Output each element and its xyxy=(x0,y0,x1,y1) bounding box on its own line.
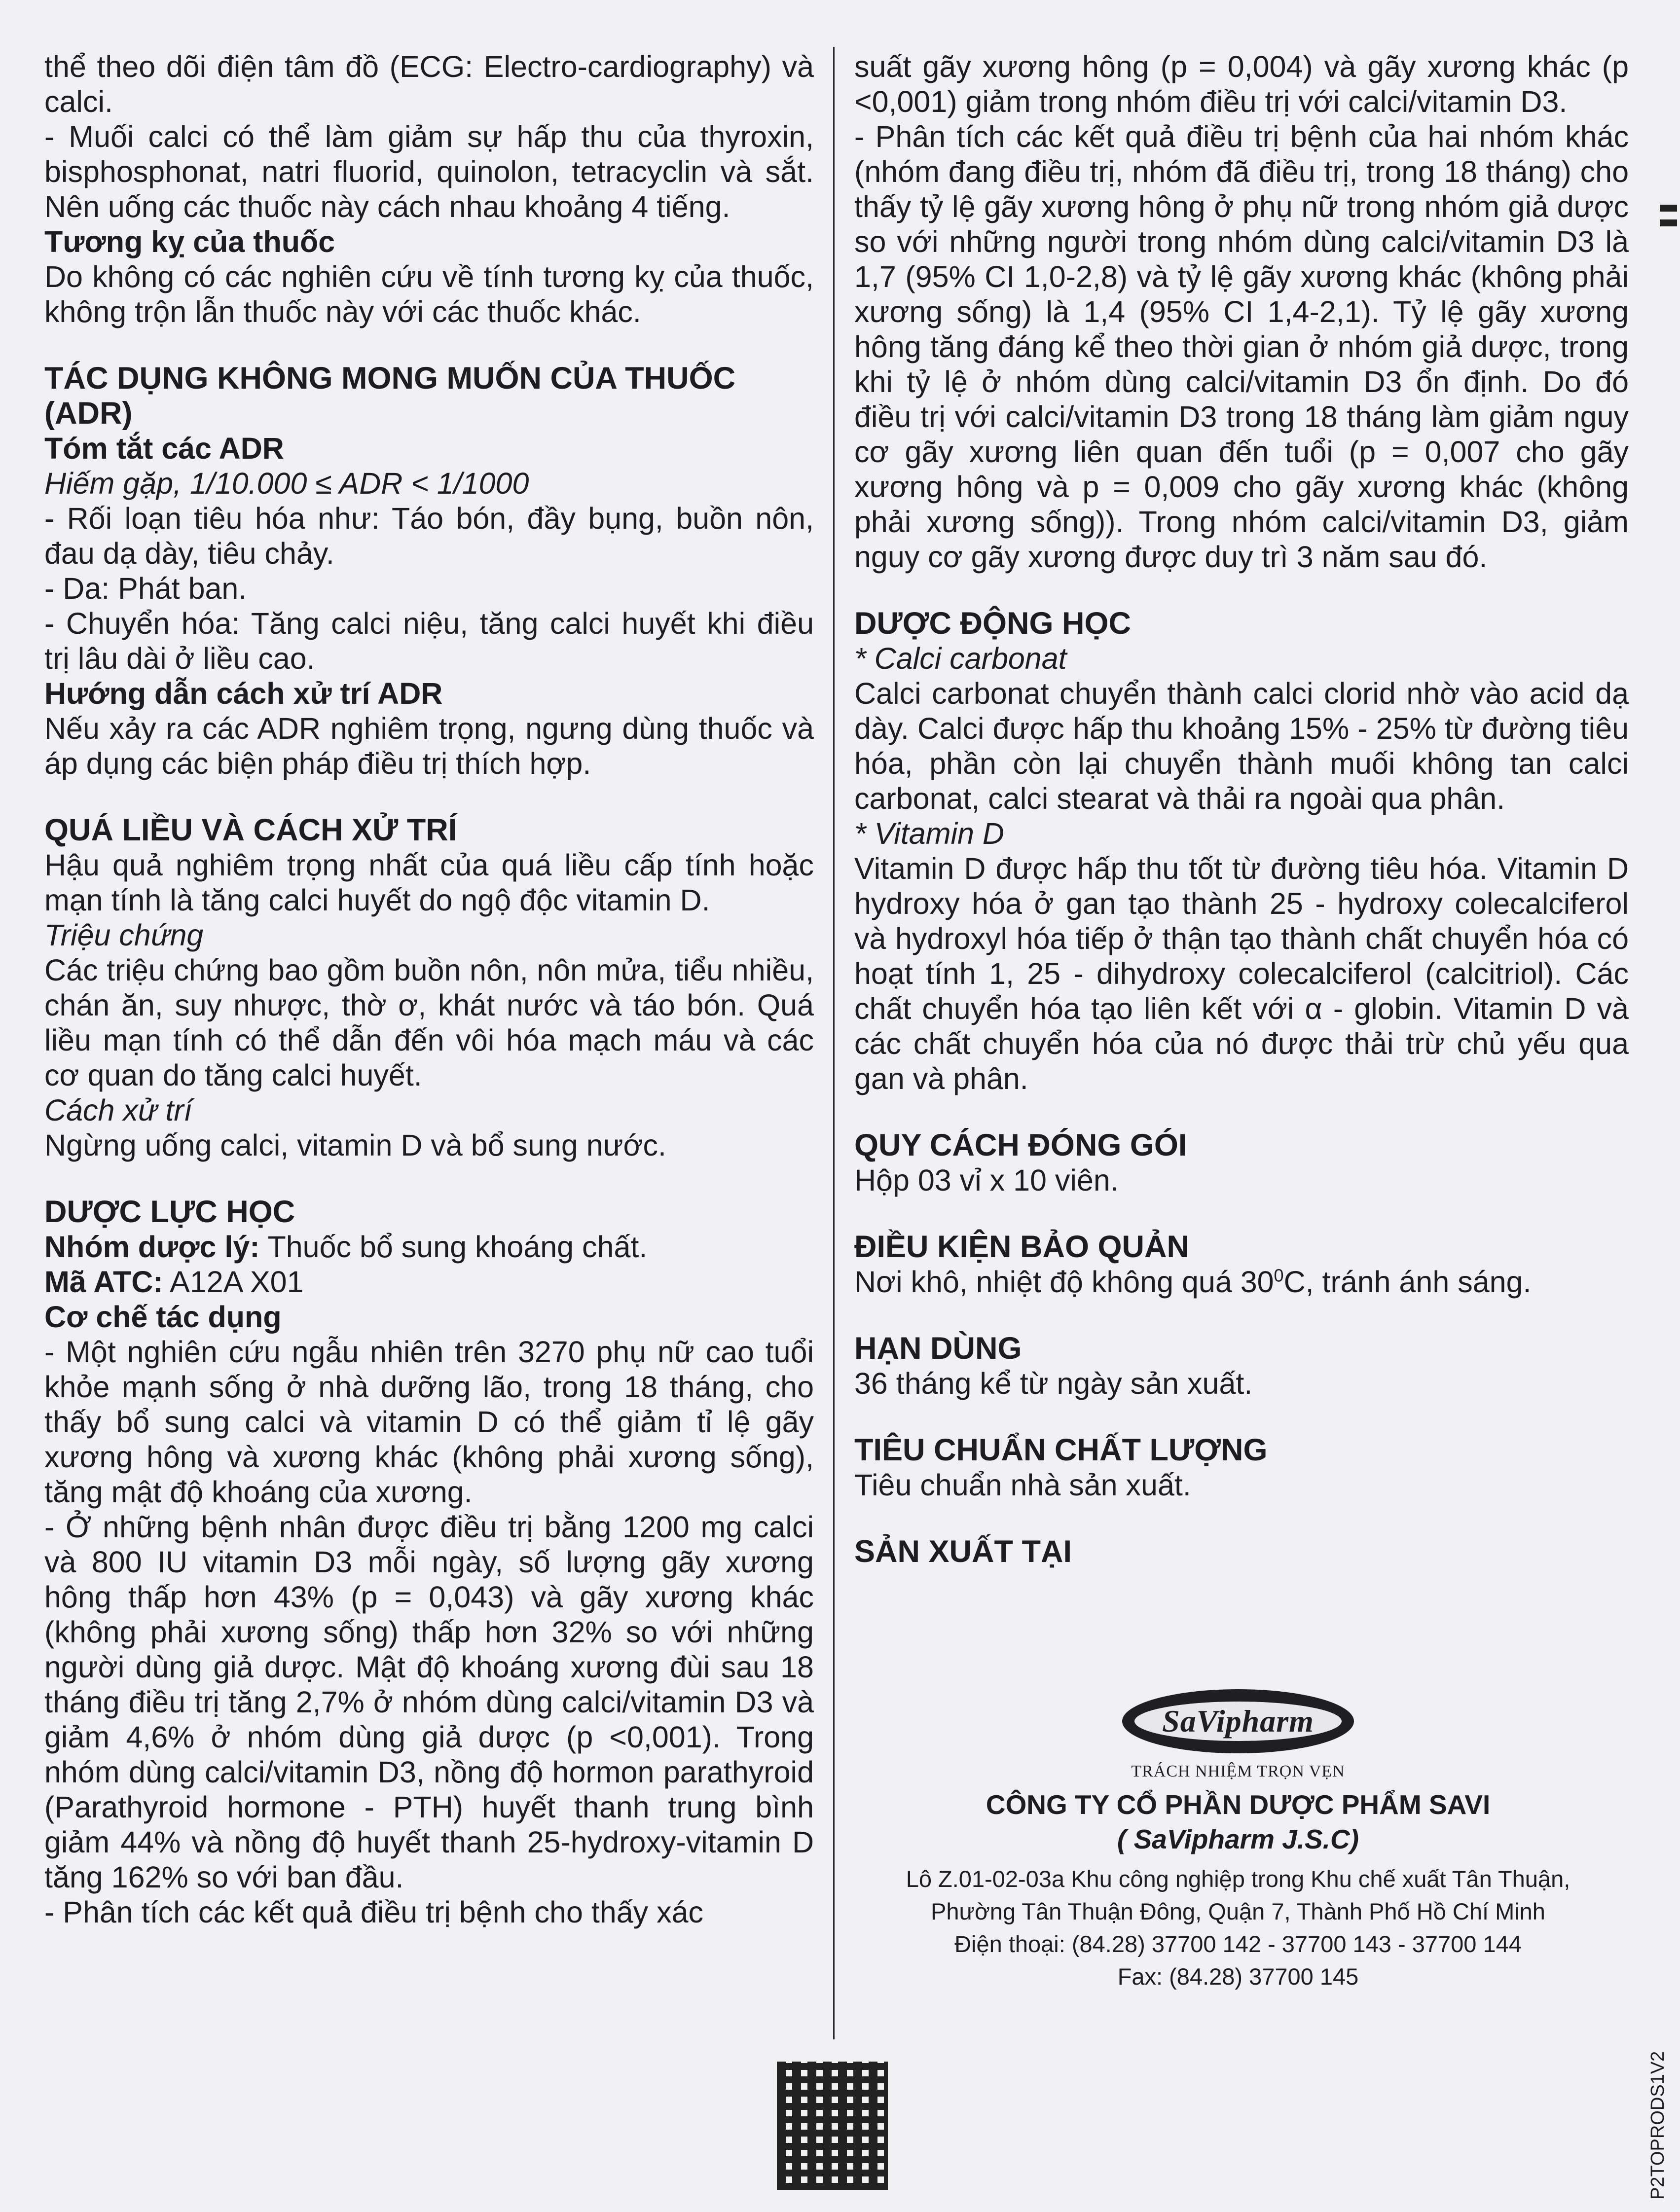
fax-line: Fax: (84.28) 37700 145 xyxy=(1117,1963,1359,1990)
pharm-group-line xyxy=(44,1230,814,1265)
paragraph: Do không có các nghiên cứu về tính tương kỵ của thuốc, không trộn lẫn thuốc này với các thuốc khác. xyxy=(44,260,814,328)
company-name: CÔNG TY CỔ PHẦN DƯỢC PHẨM SAVI xyxy=(986,1789,1491,1820)
tagline: TRÁCH NHIỆM TRỌN VẸN xyxy=(1131,1762,1345,1780)
subheading-compatibility: Tương kỵ của thuốc xyxy=(44,225,335,258)
paragraph: Vitamin D được hấp thu tốt từ đường tiêu hóa. Vitamin D hydroxy hóa ở gan tạo thành 25 - hydroxy colecalciferol và hydroxyl hóa tiếp ở thận tạo thành chất chuyển hóa có hoạt tính 1, 25 - dihydroxy colecalciferol (calcitriol). Các chất chuyển hóa tạo liên kết với α - globin. Vitamin D và các chất chuyển hóa của nó được thải trừ chủ yếu qua gan và phân. xyxy=(854,852,1629,1095)
left-column xyxy=(44,49,814,1930)
paragraph: - Ở những bệnh nhân được điều trị bằng 1200 mg calci và 800 IU vitamin D3 mỗi ngày, số lượng gãy xương hông thấp hơn 43% (p = 0,043) và gãy xương khác (không phải xương sống) thấp hơn 32% so với những người dùng giả dược. Mật độ khoáng xương đùi sau 18 tháng điều trị tăng 2,7% ở nhóm dùng calci/vitamin D3 và giảm 4,6% ở nhóm dùng giả dược (p <0,001). Trong nhóm dùng calci/vitamin D3, nồng độ hormon parathyroid (Parathyroid hormone - PTH) huyết thanh trung bình giảm 44% và nồng độ huyết thanh 25-hydroxy-vitamin D tăng 162% so với ban đầu. xyxy=(44,1510,814,1894)
storage-text: Nơi khô, nhiệt độ không quá 30 xyxy=(854,1265,1274,1299)
paragraph: - Một nghiên cứu ngẫu nhiên trên 3270 phụ nữ cao tuổi khỏe mạnh sống ở nhà dưỡng lão, trong 18 tháng, cho thấy bổ sung calci và vitamin D có thể giảm tỉ lệ gãy xương hông và xương khác (không phải xương sống), tăng mật độ khoáng của xương. xyxy=(44,1335,814,1509)
section-heading-storage: ĐIỀU KIỆN BẢO QUẢN xyxy=(854,1230,1190,1264)
subheading-vitamin-d: * Vitamin D xyxy=(854,817,1004,850)
degree-sup: 0 xyxy=(1274,1265,1284,1286)
manufacturer-block xyxy=(858,1689,1618,1993)
paragraph: Hậu quả nghiêm trọng nhất của quá liều cấp tính hoặc mạn tính là tăng calci huyết do ngộ độc vitamin D. xyxy=(44,848,814,917)
atc-line xyxy=(44,1265,814,1300)
paragraph: thể theo dõi điện tâm đồ (ECG: Electro-cardiography) và calci. xyxy=(44,50,814,118)
right-column xyxy=(854,49,1629,1569)
atc-label: Mã ATC: xyxy=(44,1265,163,1299)
adr-item: - Da: Phát ban. xyxy=(44,572,247,605)
paragraph: Nếu xảy ra các ADR nghiêm trọng, ngưng dùng thuốc và áp dụng các biện pháp điều trị thích hợp. xyxy=(44,712,814,780)
pharm-group-label: Nhóm dược lý: xyxy=(44,1230,260,1264)
adr-item: - Rối loạn tiêu hóa như: Táo bón, đầy bụng, buồn nôn, đau dạ dày, tiêu chảy. xyxy=(44,502,814,570)
company-short-name: ( SaVipharm J.S.C) xyxy=(1117,1824,1359,1854)
subheading-adr-guide: Hướng dẫn cách xử trí ADR xyxy=(44,677,443,710)
paragraph: Ngừng uống calci, vitamin D và bổ sung nước. xyxy=(44,1128,666,1162)
section-heading-pharmacodynamics: DƯỢC LỰC HỌC xyxy=(44,1195,295,1229)
edge-mark xyxy=(1660,205,1677,212)
paragraph: Các triệu chứng bao gồm buồn nôn, nôn mửa, tiểu nhiều, chán ăn, suy nhược, thờ ơ, khát nước và táo bón. Quá liều mạn tính có thể dẫn đến vôi hóa mạch máu và các cơ quan do tăng calci huyết. xyxy=(44,953,814,1092)
adr-frequency: Hiếm gặp, 1/10.000 ≤ ADR < 1/1000 xyxy=(44,467,529,500)
logo-wrap xyxy=(858,1689,1618,1753)
subheading-adr-summary: Tóm tắt các ADR xyxy=(44,432,284,465)
section-heading-adr: TÁC DỤNG KHÔNG MONG MUỐN CỦA THUỐC (ADR) xyxy=(44,361,736,431)
address-line: Phường Tân Thuận Đông, Quận 7, Thành Phố Hồ Chí Minh xyxy=(931,1898,1545,1924)
adr-item: - Chuyển hóa: Tăng calci niệu, tăng calci huyết khi điều trị lâu dài ở liều cao. xyxy=(44,607,814,675)
storage-line xyxy=(854,1265,1629,1300)
paragraph: suất gãy xương hông (p = 0,004) và gãy xương khác (p <0,001) giảm trong nhóm điều trị với calci/vitamin D3. xyxy=(854,50,1629,118)
section-heading-shelf-life: HẠN DÙNG xyxy=(854,1331,1022,1366)
column-divider xyxy=(833,47,835,2039)
storage-text: C, tránh ánh sáng. xyxy=(1283,1265,1532,1299)
section-heading-pharmacokinetics: DƯỢC ĐỘNG HỌC xyxy=(854,606,1132,641)
section-heading-packaging: QUY CÁCH ĐÓNG GÓI xyxy=(854,1128,1187,1162)
logo-inner xyxy=(1134,1702,1342,1741)
atc-value: A12A X01 xyxy=(163,1265,304,1299)
savipharm-logo xyxy=(1122,1689,1354,1753)
logo-text: SaVipharm xyxy=(1162,1704,1314,1739)
paragraph: - Phân tích các kết quả điều trị bệnh của hai nhóm khác (nhóm đang điều trị, nhóm đã điều trị, trong 18 tháng) cho thấy tỷ lệ gãy xương hông ở phụ nữ trong nhóm giả dược so với những người trong nhóm dùng calci/vitamin D3 là 1,7 (95% CI 1,0-2,8) và tỷ lệ gãy xương khác (không phải xương sống) là 1,4 (95% CI 1,4-2,1). Tỷ lệ gãy xương hông tăng đáng kể theo thời gian ở nhóm giả dược, trong khi tỷ lệ ở nhóm dùng calci/vitamin D3 ổn định. Do đó điều trị với calci/vitamin D3 trong 18 tháng làm giảm nguy cơ gãy xương liên quan đến tuổi (p = 0,007 cho gãy xương hông và p = 0,009 cho gãy xương khác (không phải xương sống)). Trong nhóm calci/vitamin D3, giảm nguy cơ gãy xương được duy trì 3 năm sau đó. xyxy=(854,120,1629,574)
paragraph: Calci carbonat chuyển thành calci clorid nhờ vào acid dạ dày. Calci được hấp thu khoảng 15% - 25% từ đường tiêu hóa, phần còn lại chuyển thành muối không tan calci carbonat, calci stearat và thải ra ngoài qua phân. xyxy=(854,677,1629,815)
datamatrix-code xyxy=(777,2062,888,2190)
pharm-group-value: Thuốc bổ sung khoáng chất. xyxy=(259,1230,648,1264)
paragraph: 36 tháng kể từ ngày sản xuất. xyxy=(854,1367,1253,1400)
section-heading-overdose: QUÁ LIỀU VÀ CÁCH XỬ TRÍ xyxy=(44,813,457,847)
paragraph: Tiêu chuẩn nhà sản xuất. xyxy=(854,1468,1191,1502)
paragraph: - Muối calci có thể làm giảm sự hấp thu của thyroxin, bisphosphonat, natri fluorid, quinolon, tetracyclin và sắt. Nên uống các thuốc này cách nhau khoảng 4 tiếng. xyxy=(44,120,814,223)
subheading-treatment: Cách xử trí xyxy=(44,1093,192,1127)
section-heading-quality: TIÊU CHUẨN CHẤT LƯỢNG xyxy=(854,1433,1268,1467)
document-code: P2TOPRODS1V2 xyxy=(1647,2051,1668,2200)
section-heading-manufacturer: SẢN XUẤT TẠI xyxy=(854,1534,1072,1569)
subheading-mechanism: Cơ chế tác dụng xyxy=(44,1300,282,1334)
subheading-symptoms: Triệu chứng xyxy=(44,918,204,952)
paragraph: - Phân tích các kết quả điều trị bệnh cho thấy xác xyxy=(44,1895,704,1929)
phone-line: Điện thoại: (84.28) 37700 142 - 37700 143 - 37700 144 xyxy=(954,1931,1522,1957)
paragraph: Hộp 03 vỉ x 10 viên. xyxy=(854,1163,1119,1197)
subheading-calci: * Calci carbonat xyxy=(854,642,1067,675)
edge-mark xyxy=(1660,219,1677,226)
address-line: Lô Z.01-02-03a Khu công nghiệp trong Khu chế xuất Tân Thuận, xyxy=(906,1866,1570,1892)
